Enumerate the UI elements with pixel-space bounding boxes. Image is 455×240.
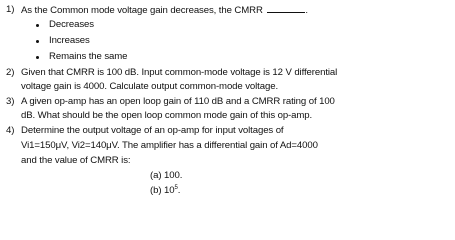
bullet-icon bbox=[36, 40, 39, 43]
question-4-part-a: (a) 100. bbox=[150, 170, 183, 181]
question-2-number: 2) bbox=[6, 67, 15, 78]
question-1-period: . bbox=[305, 5, 308, 16]
question-1-number: 1) bbox=[6, 4, 15, 15]
question-4-line-3: and the value of CMRR is: bbox=[21, 155, 131, 166]
question-2-line-1: Given that CMRR is 100 dB. Input common-mode voltage is 12 V differential bbox=[21, 67, 338, 78]
answer-blank bbox=[267, 4, 305, 13]
question-4-line-2: Vi1=150μV, Vi2=140μV. The amplifier has a differential gain of Ad=4000 bbox=[21, 140, 318, 151]
option-decreases: Decreases bbox=[49, 19, 94, 30]
option-increases: Increases bbox=[49, 35, 90, 46]
question-3-line-1: A given op-amp has an open loop gain of 110 dB and a CMRR rating of 100 bbox=[21, 96, 335, 107]
bullet-icon bbox=[36, 56, 39, 59]
question-3-number: 3) bbox=[6, 96, 15, 107]
option-remains-the-same: Remains the same bbox=[49, 51, 128, 62]
bullet-icon bbox=[36, 24, 39, 27]
part-b-exponent: 5 bbox=[174, 184, 178, 191]
part-b-period: . bbox=[177, 185, 181, 196]
question-1-text bbox=[21, 4, 308, 17]
question-4-part-b bbox=[150, 185, 180, 197]
part-b-base: (b) 10 bbox=[150, 185, 175, 196]
question-4-line-1: Determine the output voltage of an op-amp for input voltages of bbox=[21, 125, 284, 136]
question-3-line-2: dB. What should be the open loop common mode gain of this op-amp. bbox=[21, 110, 313, 121]
question-2-line-2: voltage gain is 4000. Calculate output common-mode voltage. bbox=[21, 81, 279, 92]
question-4-number: 4) bbox=[6, 125, 15, 136]
question-1-stem: As the Common mode voltage gain decreases, the CMRR bbox=[21, 5, 263, 16]
